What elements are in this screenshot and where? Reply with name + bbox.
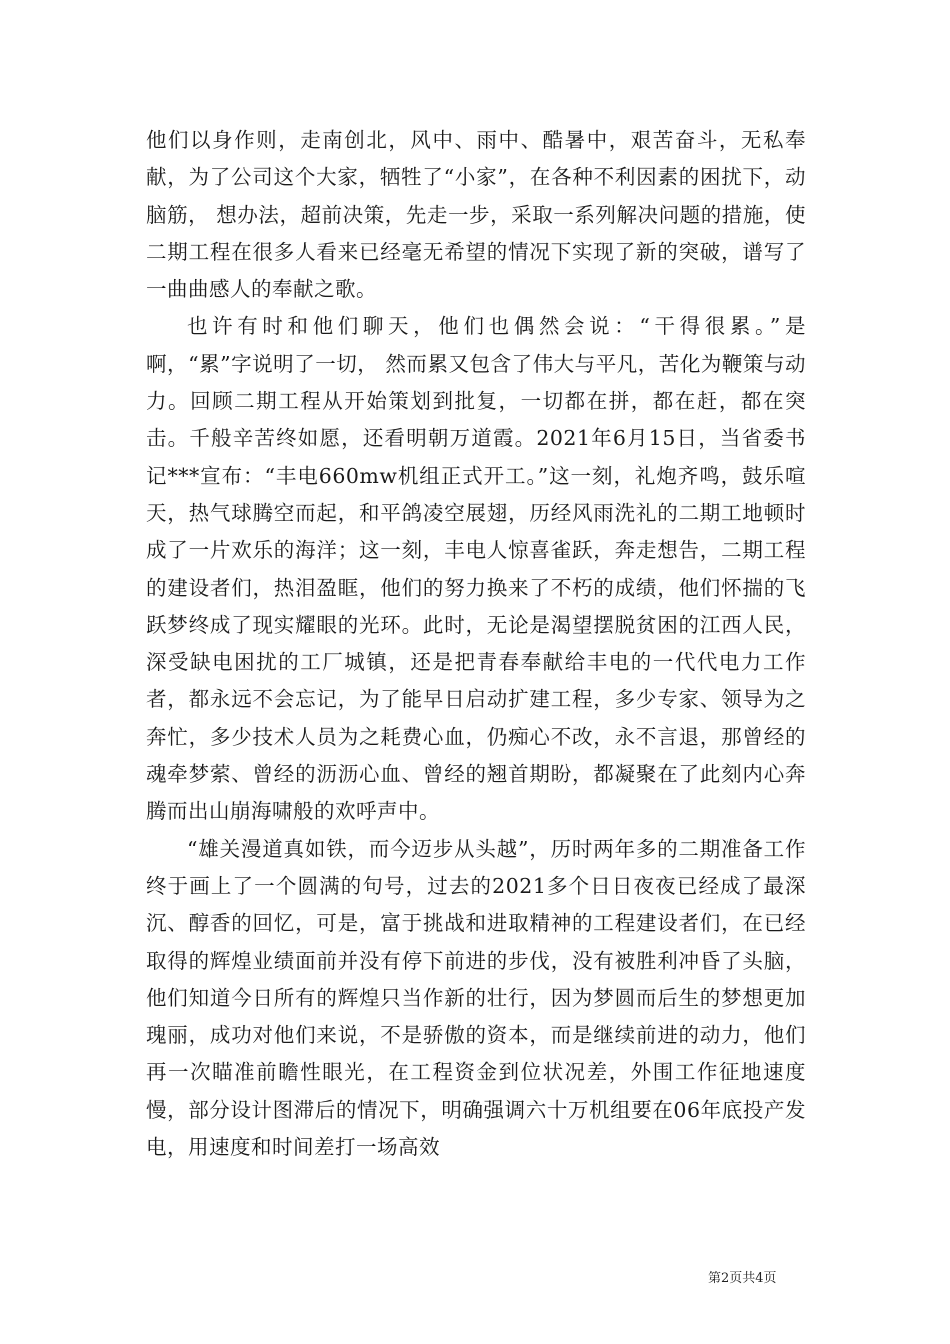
document-body — [146, 122, 806, 1166]
paragraph-1: 他们以身作则，走南创北，风中、雨中、酷暑中，艰苦奋斗，无私奉献，为了公司这个大家，牺牲了“小家”，在各种不利因素的困扰下，动脑筋， 想办法，超前决策，先走一步，采取一系列解决问题的措施，使二期工程在很多人看来已经毫无希望的情况下实现了新的突破，谱写了一曲曲感人的奉献之歌。 — [146, 128, 806, 302]
paragraph-2: 也许有时和他们聊天，他们也偶然会说：“干得很累。”是啊，“累”字说明了一切， 然而累又包含了伟大与平凡，苦化为鞭策与动力。回顾二期工程从开始策划到批复，一切都在拼，都在赶，都在突击。千般辛苦终如愿，还看明朝万道霞。2021年6月15日，当省委书记***宣布：“丰电660mw机组正式开工。”这一刻，礼炮齐鸣，鼓乐喧天，热气球腾空而起，和平鸽凌空展翅，历经风雨洗礼的二期工地顿时成了一片欢乐的海洋；这一刻，丰电人惊喜雀跃，奔走想告，二期工程的建设者们，热泪盈眶，他们的努力换来了不朽的成绩，他们怀揣的飞跃梦终成了现实耀眼的光环。此时，无论是渴望摆脱贫困的江西人民，深受缺电困扰的工厂城镇，还是把青春奉献给丰电的一代代电力工作者，都永远不会忘记，为了能早日启动扩建工程，多少专家、领导为之奔忙，多少技术人员为之耗费心血，仍痴心不改，永不言退，那曾经的魂牵梦萦、曾经的沥沥心血、曾经的翘首期盼，都凝聚在了此刻内心奔腾而出山崩海啸般的欢呼声中。 — [146, 314, 806, 824]
page-number: 第2页共4页 — [708, 1271, 777, 1286]
paragraph-3: “雄关漫道真如铁，而今迈步从头越”，历时两年多的二期准备工作终于画上了一个圆满的句号，过去的2021多个日日夜夜已经成了最深沉、醇香的回忆，可是，富于挑战和进取精神的工程建设者们，在已经取得的辉煌业绩面前并没有停下前进的步伐，没有被胜利冲昏了头脑，他们知道今日所有的辉煌只当作新的壮行，因为梦圆而后生的梦想更加瑰丽，成功对他们来说，不是骄傲的资本，而是继续前进的动力，他们再一次瞄准前瞻性眼光，在工程资金到位状况差，外围工作征地速度慢，部分设计图滞后的情况下，明确强调六十万机组要在06年底投产发电，用速度和时间差打一场高效 — [146, 836, 806, 1160]
